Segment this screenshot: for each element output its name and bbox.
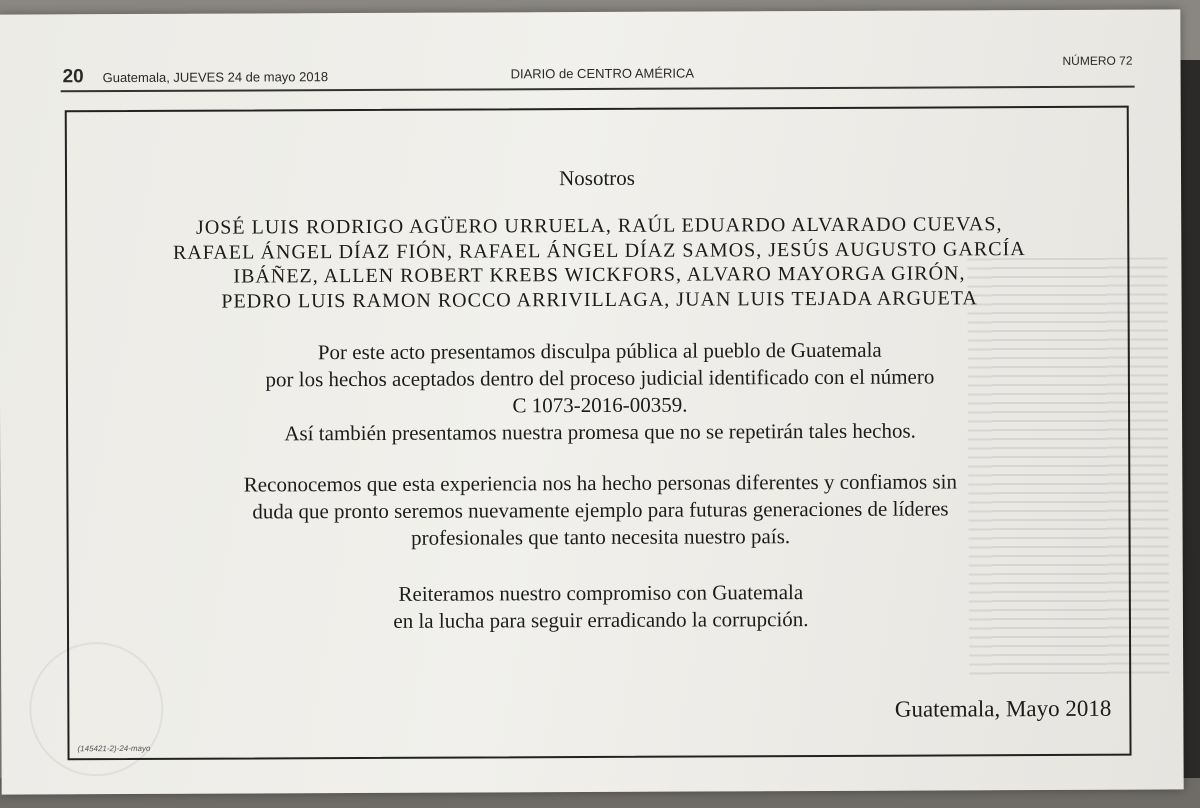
faint-stamp — [29, 642, 164, 777]
signatories-list — [117, 212, 1081, 314]
notice-intro: Nosotros — [559, 165, 635, 191]
apology-paragraph — [108, 336, 1092, 448]
paragraph-line: Así también presentamos nuestra promesa que no se repetirán tales hechos. — [284, 418, 916, 446]
commitment-paragraph — [109, 578, 1093, 636]
header-date: Guatemala, JUEVES 24 de mayo 2018 — [102, 69, 329, 86]
issue-number: NÚMERO 72 — [1062, 53, 1133, 68]
names-line: RAFAEL ÁNGEL DÍAZ FIÓN, RAFAEL ÁNGEL DÍAZ SAMOS, JESÚS AUGUSTO GARCÍA — [172, 237, 1026, 264]
public-apology-notice — [65, 106, 1132, 761]
paragraph-line: profesionales que tanto necesita nuestro país. — [411, 524, 791, 550]
paragraph-line: Reconocemos que esta experiencia nos ha hecho personas diferentes y confiamos sin — [243, 469, 957, 497]
paragraph-line: Por este acto presentamos disculpa pública al pueblo de Guatemala — [317, 337, 882, 365]
paragraph-line: en la lucha para seguir erradicando la corrupción. — [393, 607, 809, 633]
paragraph-line: por los hechos aceptados dentro del proceso judicial identificado con el número — [265, 364, 935, 392]
names-line: PEDRO LUIS RAMON ROCCO ARRIVILLAGA, JUAN LUIS TEJADA ARGUETA — [221, 286, 978, 313]
newspaper-page — [0, 9, 1184, 794]
recognition-paragraph — [108, 468, 1092, 553]
place-and-date: Guatemala, Mayo 2018 — [894, 695, 1112, 722]
page-number: 20 — [62, 66, 84, 88]
paragraph-line: Reiteramos nuestro compromiso con Guatemala — [398, 580, 804, 606]
newspaper-name: DIARIO de CENTRO AMÉRICA — [510, 65, 695, 82]
names-line: IBÁÑEZ, ALLEN ROBERT KREBS WICKFORS, ALVARO MAYORGA GIRÓN, — [233, 262, 966, 288]
names-line: JOSÉ LUIS RODRIGO AGÜERO URRUELA, RAÚL EDUARDO ALVARADO CUEVAS, — [195, 213, 1003, 239]
ad-reference-code: (145421-2)-24-mayo — [77, 743, 151, 754]
paragraph-line: duda que pronto seremos nuevamente ejemplo para futuras generaciones de líderes — [252, 496, 949, 524]
case-number: C 1073-2016-00359. — [512, 392, 688, 418]
